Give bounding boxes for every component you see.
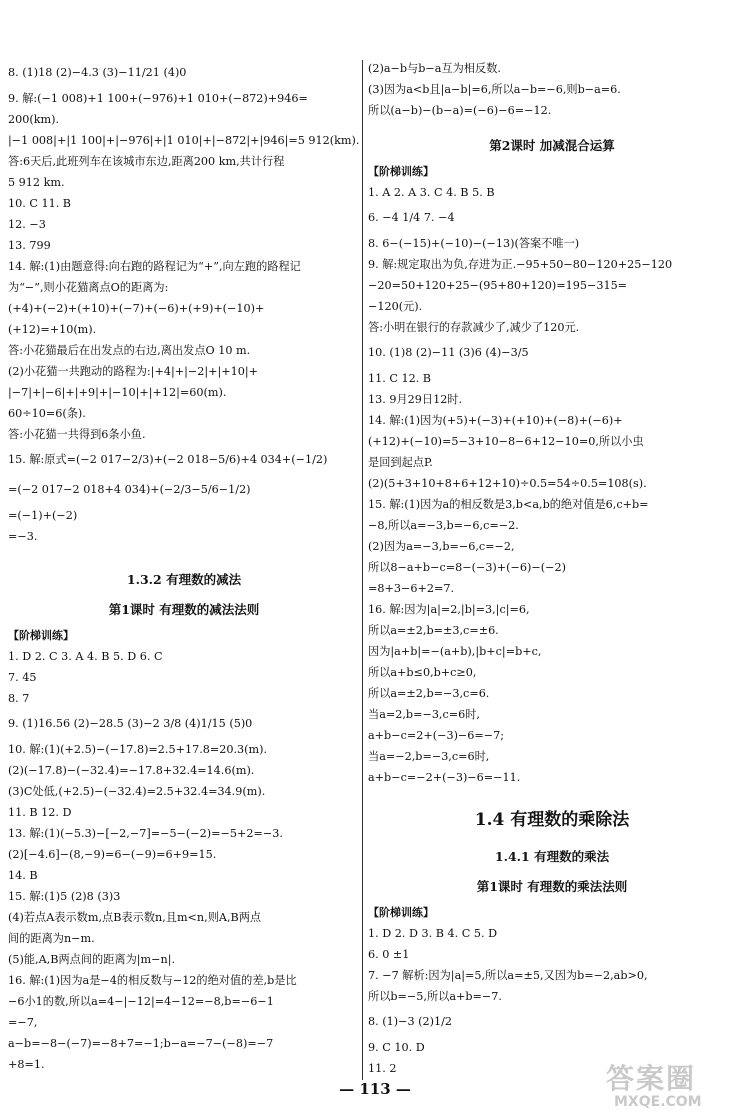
answer-line: =−3. (8, 530, 38, 543)
answer-line: |−7|+|−6|+|+9|+|−10|+|+12|=60(m). (8, 386, 227, 399)
answer-line: 11. C 12. B (368, 372, 432, 385)
answer-line: 9. (1)16.56 (2)−28.5 (3)−2 3/8 (4)1/15 (5)0 (8, 717, 253, 730)
answer-line: 所以a=±2,b=±3,c=±6. (368, 624, 499, 637)
answer-line: 14. 解:(1)因为(+5)+(−3)+(+10)+(−8)+(−6)+ (368, 414, 623, 427)
answer-line: 16. 解:(1)因为a是−4的相反数与−12的绝对值的差,b是比 (8, 974, 297, 987)
answer-line: 60÷10=6(条). (8, 407, 86, 420)
answer-line: 答:小明在银行的存款减少了,减少了120元. (368, 321, 580, 334)
answer-line: a+b−c=2+(−3)−6=−7; (368, 729, 505, 742)
answer-line: +8=1. (8, 1058, 45, 1071)
answer-line: =−7, (8, 1016, 38, 1029)
answer-line: 答:6天后,此班列车在该城市东边,距离200 km,共计行程 (8, 155, 285, 168)
answer-line: 11. 2 (368, 1062, 397, 1075)
answer-line: 1. D 2. C 3. A 4. B 5. D 6. C (8, 650, 163, 663)
answer-line: (+12)=+10(m). (8, 323, 97, 336)
answer-line: (+4)+(−2)+(+10)+(−7)+(−6)+(+9)+(−10)+ (8, 302, 265, 315)
answer-line: (2)[−4.6]−(8,−9)=6−(−9)=6+9=15. (8, 848, 217, 861)
answer-line: 1. D 2. D 3. B 4. C 5. D (368, 927, 498, 940)
column-divider (362, 60, 363, 1080)
watermark-logo-text: 答案圈 (606, 1062, 697, 1095)
answer-line: 200(km). (8, 113, 60, 126)
answer-line: a−b=−8−(−7)=−8+7=−1;b−a=−7−(−8)=−7 (8, 1037, 274, 1050)
answer-line: 9. C 10. D (368, 1041, 425, 1054)
answer-line: (5)能,A,B两点间的距离为|m−n|. (8, 953, 176, 966)
answer-line: 14. 解:(1)由题意得:向右跑的路程记为“+”,向左跑的路程记 (8, 260, 301, 273)
answer-line: 当a=−2,b=−3,c=6时, (368, 750, 490, 763)
answer-line: 答:小花猫一共得到6条小鱼. (8, 428, 146, 441)
answer-line: 10. 解:(1)(+2.5)−(−17.8)=2.5+17.8=20.3(m). (8, 743, 268, 756)
watermark-logo (606, 1064, 744, 1114)
answer-line: 16. 解:因为|a|=2,|b|=3,|c|=6, (368, 603, 530, 616)
answer-line: 9. 解:规定取出为负,存进为正.−95+50−80−120+25−120 (368, 258, 673, 271)
answer-line: −20=50+120+25−(95+80+120)=195−315= (368, 279, 628, 292)
answer-line: (+12)+(−10)=5−3+10−8−6+12−10=0,所以小虫 (368, 435, 644, 448)
answer-line: =(−1)+(−2) (8, 509, 78, 522)
answer-line: 8. 6−(−15)+(−10)−(−13)(答案不唯一) (368, 237, 580, 250)
answer-line: −120(元). (368, 300, 423, 313)
answer-line: 所以a+b≤0,b+c≥0, (368, 666, 477, 679)
answer-line: 所以b=−5,所以a+b=−7. (368, 990, 502, 1003)
answer-line: 是回到起点P. (368, 456, 433, 469)
answer-line: 13. 解:(1)(−5.3)−[−2,−7]=−5−(−2)=−5+2=−3. (8, 827, 283, 840)
answer-line: (4)若点A表示数m,点B表示数n,且m<n,则A,B两点 (8, 911, 262, 924)
answer-line: 11. B 12. D (8, 806, 72, 819)
answer-line: (2)(5+3+10+8+6+12+10)÷0.5=54÷0.5=108(s). (368, 477, 647, 490)
answer-line: (2)因为a=−3,b=−6,c=−2, (368, 540, 515, 553)
section-title: 1.3.2 有理数的减法 (126, 572, 242, 587)
answer-line: 因为|a+b|=−(a+b),|b+c|=b+c, (368, 645, 542, 658)
answer-line: −8,所以a=−3,b=−6,c=−2. (368, 519, 519, 532)
answer-line: 所以(a−b)−(b−a)=(−6)−6=−12. (368, 104, 552, 117)
practice-heading: 【阶梯训练】 (368, 165, 434, 178)
answer-line: 9. 解:(−1 008)+1 100+(−976)+1 010+(−872)+946= (8, 92, 308, 105)
answer-line: 所以a=±2,b=−3,c=6. (368, 687, 490, 700)
answer-line: −6小1的数,所以a=4−|−12|=4−12=−8,b=−6−1 (8, 995, 274, 1008)
section-title: 1.4.1 有理数的乘法 (494, 849, 610, 864)
answer-line: 8. (1)−3 (2)1/2 (368, 1015, 452, 1028)
answer-line: 为“−”,则小花猫离点O的距离为: (8, 281, 169, 294)
chapter-title: 1.4 有理数的乘除法 (474, 810, 630, 830)
answer-line: (2)a−b与b−a互为相反数. (368, 62, 501, 75)
lesson-title: 第1课时 有理数的乘法法则 (476, 879, 628, 894)
answer-line: (2)(−17.8)−(−32.4)=−17.8+32.4=14.6(m). (8, 764, 255, 777)
answer-line: 8. 7 (8, 692, 30, 705)
right-column (368, 58, 736, 1079)
answer-line: (3)因为a<b且|a−b|=6,所以a−b=−6,则b−a=6. (368, 83, 621, 96)
answer-line: 10. (1)8 (2)−11 (3)6 (4)−3/5 (368, 346, 529, 359)
answer-line: 6. −4 1/4 7. −4 (368, 211, 455, 224)
answer-line: 13. 799 (8, 239, 51, 252)
answer-line: =(−2 017−2 018+4 034)+(−2/3−5/6−1/2) (8, 483, 251, 496)
answer-line: 15. 解:(1)5 (2)8 (3)3 (8, 890, 121, 903)
watermark-url: MXQE.COM (614, 1094, 702, 1110)
answer-line: 7. −7 解析:因为|a|=5,所以a=±5,又因为b=−2,ab>0, (368, 969, 648, 982)
answer-line: 当a=2,b=−3,c=6时, (368, 708, 480, 721)
answer-line: 14. B (8, 869, 38, 882)
answer-line: 13. 9月29日12时. (368, 393, 463, 406)
answer-line: |−1 008|+|1 100|+|−976|+|1 010|+|−872|+|946|=5 912(km). (8, 134, 360, 147)
lesson-title: 第2课时 加减混合运算 (489, 138, 615, 153)
answer-line: (2)小花猫一共跑动的路程为:|+4|+|−2|+|+10|+ (8, 365, 259, 378)
answer-line: 15. 解:(1)因为a的相反数是3,b<a,b的绝对值是6,c+b= (368, 498, 649, 511)
answer-line: 所以8−a+b−c=8−(−3)+(−6)−(−2) (368, 561, 566, 574)
answer-line: 答:小花猫最后在出发点的右边,离出发点O 10 m. (8, 344, 251, 357)
practice-heading: 【阶梯训练】 (8, 629, 74, 642)
left-column (8, 58, 360, 1075)
answer-line: 间的距离为n−m. (8, 932, 95, 945)
answer-line: a+b−c=−2+(−3)−6=−11. (368, 771, 521, 784)
practice-heading: 【阶梯训练】 (368, 906, 434, 919)
answer-line: 6. 0 ±1 (368, 948, 410, 961)
answer-line: 8. (1)18 (2)−4.3 (3)−11/21 (4)0 (8, 66, 187, 79)
lesson-title: 第1课时 有理数的减法法则 (108, 602, 260, 617)
page-number: — 113 — (339, 1080, 411, 1098)
answer-line: (3)C处低,(+2.5)−(−32.4)=2.5+32.4=34.9(m). (8, 785, 266, 798)
answer-line: 5 912 km. (8, 176, 65, 189)
answer-line: 12. −3 (8, 218, 46, 231)
answer-line: =8+3−6+2=7. (368, 582, 455, 595)
answer-line: 7. 45 (8, 671, 37, 684)
answer-line: 1. A 2. A 3. C 4. B 5. B (368, 186, 495, 199)
answer-line: 15. 解:原式=(−2 017−2/3)+(−2 018−5/6)+4 034+(−1/2) (8, 453, 328, 466)
answer-line: 10. C 11. B (8, 197, 72, 210)
